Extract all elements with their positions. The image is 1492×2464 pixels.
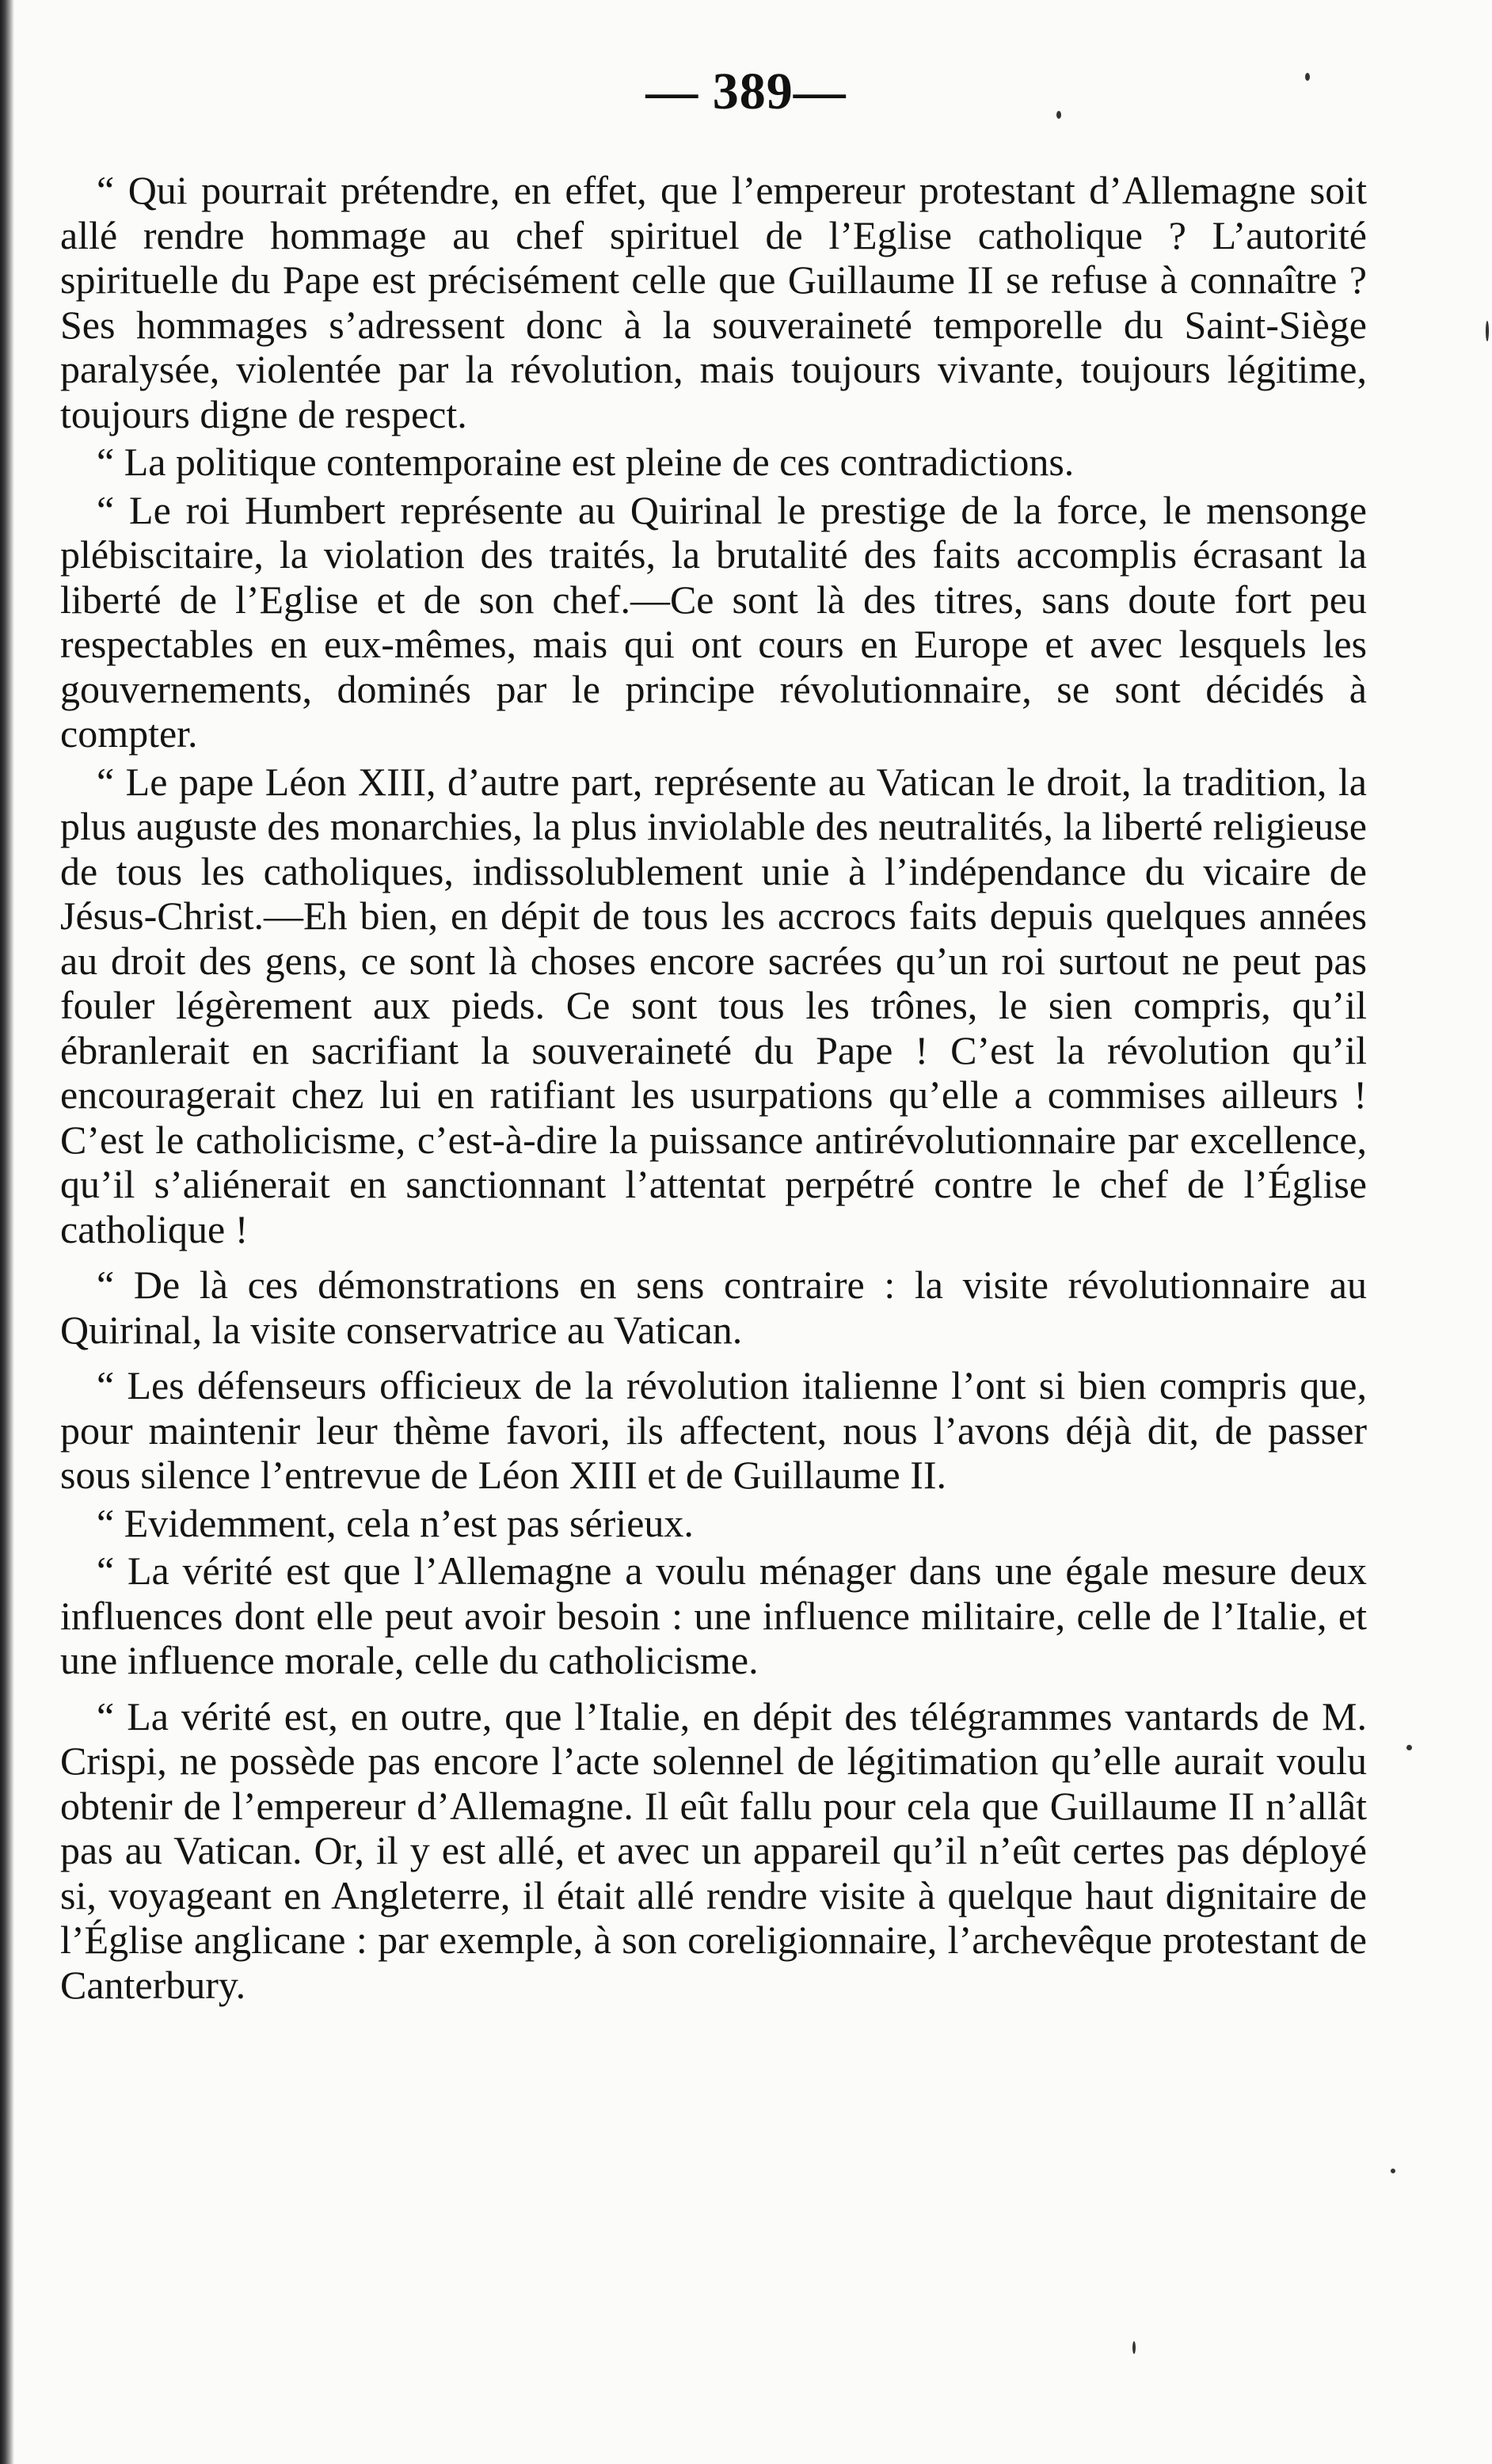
paragraph-4: “ Le pape Léon XIII, d’autre part, représente au Vatican le droit, la tradition, la plus auguste des monarchies, la plus inviolable des neutralités, la liberté religieuse de tous les catholiques, indissolublement unie à l’indépendance du vicaire de Jésus-Christ.—Eh bien, en dépit de tous les accrocs faits depuis quelques années au droit des gens, ce sont là choses encore sacrées qu’un roi surtout ne peut pas fouler légèrement aux pieds. Ce sont tous les trônes, le sien compris, qu’il ébranlerait en sacrifiant la souveraineté du Pape ! C’est la révolution qu’il encouragerait chez lui en ratifiant les usurpations qu’elle a commises ailleurs ! C’est le catholicisme, c’est-à-dire la puissance antirévolutionnaire par excellence, qu’il s’aliénerait en sanctionnant l’attentat perpétré contre le chef de l’Église catholique ! — [60, 759, 1367, 1251]
paragraph-2: “ La politique contemporaine est pleine de ces contradictions. — [97, 440, 1075, 484]
scan-speck — [1305, 73, 1310, 81]
scan-speck — [1056, 111, 1061, 119]
page-number: — 389— — [645, 63, 847, 120]
scan-speck — [1486, 321, 1489, 341]
paragraph-7: “ Evidemment, cela n’est pas sérieux. — [97, 1500, 694, 1545]
paragraph-6: “ Les défenseurs officieux de la révolution italienne l’ont si bien compris que, pour maintenir leur thème favori, ils affectent, nous l’avons déjà dit, de passer sous silence l’entrevue de Léon XIII et de Guillaume II. — [60, 1363, 1367, 1497]
paragraph-1: “ Qui pourrait prétendre, en effet, que l’empereur protestant d’Allemagne soit allé rendre hommage au chef spirituel de l’Eglise catholique ? L’autorité spirituelle du Pape est précisément celle que Guillaume II se refuse à connaître ? Ses hommages s’adressent donc à la souveraineté temporelle du Saint-Siège paralysée, violentée par la révolution, mais toujours vivante, toujours légitime, toujours digne de respect. — [60, 168, 1367, 436]
scan-speck — [1406, 1745, 1412, 1750]
page-binding-edge — [0, 0, 14, 2464]
scan-speck — [1391, 2169, 1395, 2173]
scan-speck — [1132, 2341, 1136, 2354]
paragraph-3: “ Le roi Humbert représente au Quirinal le prestige de la force, le mensonge plébiscitaire, la violation des traités, la brutalité des faits accomplis écrasant la liberté de l’Eglise et de son chef.—Ce sont là des titres, sans doute fort peu respectables en eux-mêmes, mais qui ont cours en Europe et avec lesquels les gouvernements, dominés par le principe révolutionnaire, se sont décidés à compter. — [60, 487, 1367, 756]
paragraph-5: “ De là ces démonstrations en sens contraire : la visite révolutionnaire au Quirinal, la visite conservatrice au Vatican. — [60, 1262, 1367, 1352]
paragraph-9: “ La vérité est, en outre, que l’Italie, en dépit des télégrammes vantards de M. Crispi, ne possède pas encore l’acte solennel de légitimation qu’elle aurait voulu obtenir de l’empereur d’Allemagne. Il eût fallu pour cela que Guillaume II n’allât pas au Vatican. Or, il y est allé, et avec un appareil qu’il n’eût certes pas déployé si, voyageant en Angleterre, il était allé rendre visite à quelque haut dignitaire de l’Église anglicane : par exemple, à son coreligionnaire, l’archevêque protestant de Canterbury. — [60, 1693, 1367, 2007]
paragraph-8: “ La vérité est que l’Allemagne a voulu ménager dans une égale mesure deux influences dont elle peut avoir besoin : une influence militaire, celle de l’Italie, et une influence morale, celle du catholicisme. — [60, 1548, 1367, 1682]
body-text — [60, 168, 1367, 2010]
